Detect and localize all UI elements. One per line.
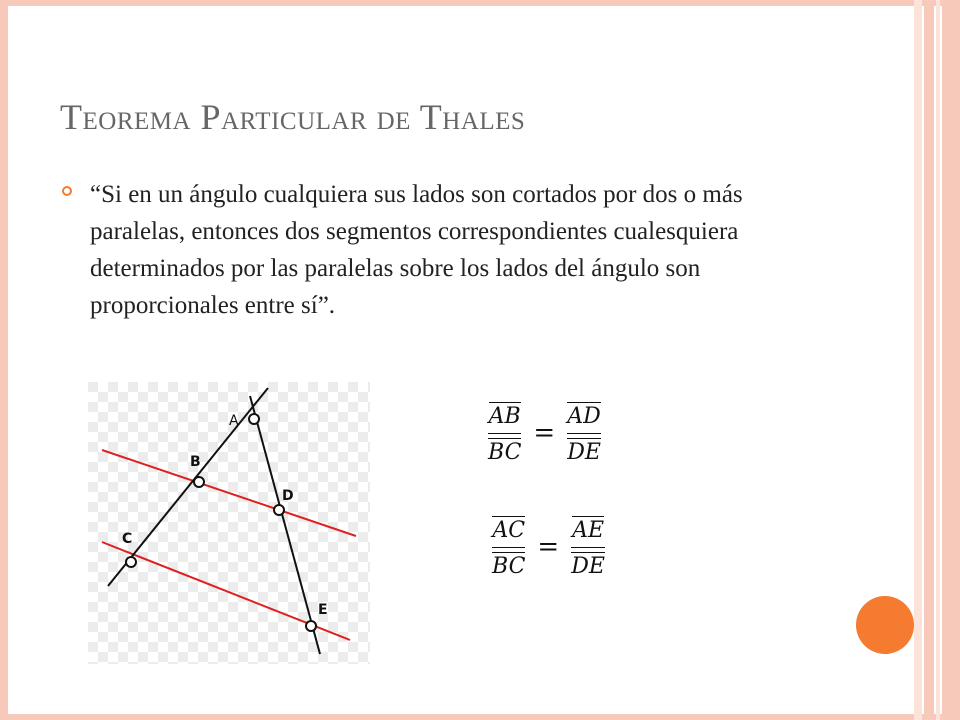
point-a [249, 414, 259, 424]
fraction-ad-de [565, 400, 603, 466]
decorative-stripes [914, 0, 960, 720]
fraction-ab-bc [486, 400, 523, 466]
segment-ac: AC [492, 514, 525, 544]
point-label-d: D [282, 488, 294, 504]
segment-ae: AE [572, 514, 604, 544]
equals-sign: = [533, 418, 556, 448]
segment-ad: AD [567, 400, 601, 430]
point-label-e: E [318, 602, 328, 618]
segment-ab: AB [489, 400, 521, 430]
quote-block [62, 176, 832, 324]
segment-bc: BC [492, 550, 525, 580]
segment-de: DE [571, 550, 605, 580]
decorative-orange-circle [856, 596, 914, 654]
point-e [306, 621, 316, 631]
point-c [126, 557, 136, 567]
thales-figure [88, 382, 370, 664]
equals-sign: = [537, 532, 560, 562]
point-b [194, 477, 204, 487]
point-label-a: A [229, 413, 239, 429]
theorem-quote: “Si en un ángulo cualquiera sus lados son cortados por dos o más paralelas, entonces dos segmentos correspondientes cualesquiera determinados por las paralelas sobre los lados del ángulo son proporcionales entre sí”. [90, 181, 743, 319]
slide-frame-left [0, 0, 8, 720]
point-d [274, 505, 284, 515]
fraction-ac-bc [490, 514, 527, 580]
point-label-c: C [122, 531, 133, 547]
fraction-ae-de [569, 514, 607, 580]
proportion-formula-2 [490, 514, 607, 580]
slide-frame-bottom [0, 714, 960, 720]
slide-frame-top [0, 0, 960, 6]
segment-bc: BC [488, 436, 521, 466]
proportion-formula-1 [486, 400, 603, 466]
bullet-icon [62, 186, 72, 196]
slide-title: Teorema Particular de Thales [60, 97, 526, 137]
segment-de: DE [567, 436, 601, 466]
point-label-b: B [190, 454, 201, 470]
